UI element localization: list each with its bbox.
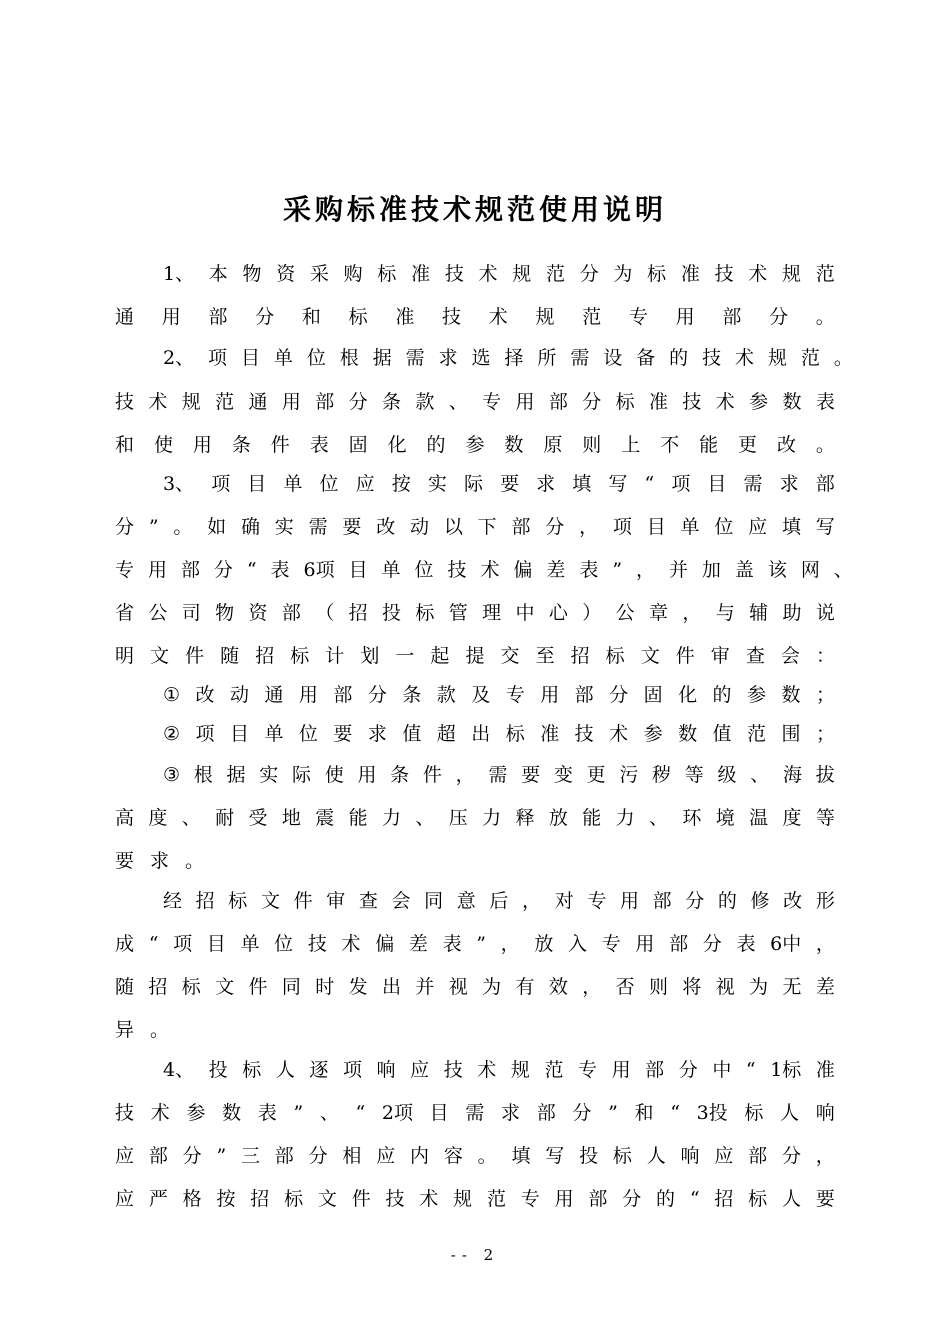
text-line: 技 术 规 范 通 用 部 分 条 款 、 专 用 部 分 标 准 技 术 参 数 表 bbox=[115, 391, 835, 413]
text-line: 专 用 部 分 “ 表 6项 目 单 位 技 术 偏 差 表 ” ， 并 加 盖 该 网 、 bbox=[115, 559, 853, 581]
text-line: 明 文 件 随 招 标 计 划 一 起 提 交 至 招 标 文 件 审 查 会 ： bbox=[115, 645, 835, 667]
text-line: 省 公 司 物 资 部 （ 招 投 标 管 理 中 心 ） 公 章 ， 与 辅 助 说 bbox=[115, 602, 835, 624]
text-line: 3、 项 目 单 位 应 按 实 际 要 求 填 写 “ 项 目 需 求 部 bbox=[163, 473, 835, 495]
text-line: 应 严 格 按 招 标 文 件 技 术 规 范 专 用 部 分 的 “ 招 标 人 要 bbox=[115, 1188, 835, 1210]
text-line: 高 度 、 耐 受 地 震 能 力 、 压 力 释 放 能 力 、 环 境 温 度 等 bbox=[115, 807, 835, 829]
text-line: 经 招 标 文 件 审 查 会 同 意 后 ， 对 专 用 部 分 的 修 改 形 bbox=[163, 890, 835, 912]
text-line: ① 改 动 通 用 部 分 条 款 及 专 用 部 分 固 化 的 参 数 ； bbox=[163, 684, 835, 706]
text-line: 应 部 分 ” 三 部 分 相 应 内 容 。 填 写 投 标 人 响 应 部 分 ， bbox=[115, 1145, 835, 1167]
text-line: 随 招 标 文 件 同 时 发 出 并 视 为 有 效 ， 否 则 将 视 为 无 差 bbox=[115, 976, 835, 998]
text-line: 2、 项 目 单 位 根 据 需 求 选 择 所 需 设 备 的 技 术 规 范 。 bbox=[163, 347, 853, 369]
text-line: 1、 本 物 资 采 购 标 准 技 术 规 范 分 为 标 准 技 术 规 范 bbox=[163, 263, 835, 285]
text-line: 异 。 bbox=[115, 1019, 170, 1041]
text-line: 成 “ 项 目 单 位 技 术 偏 差 表 ” ， 放 入 专 用 部 分 表 6中 ， bbox=[115, 933, 835, 955]
text-line: 分 ” 。 如 确 实 需 要 改 动 以 下 部 分 ， 项 目 单 位 应 填 写 bbox=[115, 516, 835, 538]
page-title: 采购标准技术规范使用说明 bbox=[282, 193, 667, 226]
text-line: ③ 根 据 实 际 使 用 条 件 ， 需 要 变 更 污 秽 等 级 、 海 拔 bbox=[163, 764, 835, 786]
text-line: 通 用 部 分 和 标 准 技 术 规 范 专 用 部 分 。 bbox=[115, 306, 835, 328]
text-line: 要 求 。 bbox=[115, 850, 205, 872]
text-line: 和 使 用 条 件 表 固 化 的 参 数 原 则 上 不 能 更 改 。 bbox=[115, 434, 835, 456]
page-number: -- 2 bbox=[450, 1246, 500, 1264]
text-line: 技 术 参 数 表 ” 、 “ 2项 目 需 求 部 分 ” 和 “ 3投 标 人 响 bbox=[115, 1102, 835, 1124]
text-line: 4、 投 标 人 逐 项 响 应 技 术 规 范 专 用 部 分 中 “ 1标 准 bbox=[163, 1059, 835, 1081]
text-line: ② 项 目 单 位 要 求 值 超 出 标 准 技 术 参 数 值 范 围 ； bbox=[163, 723, 835, 745]
